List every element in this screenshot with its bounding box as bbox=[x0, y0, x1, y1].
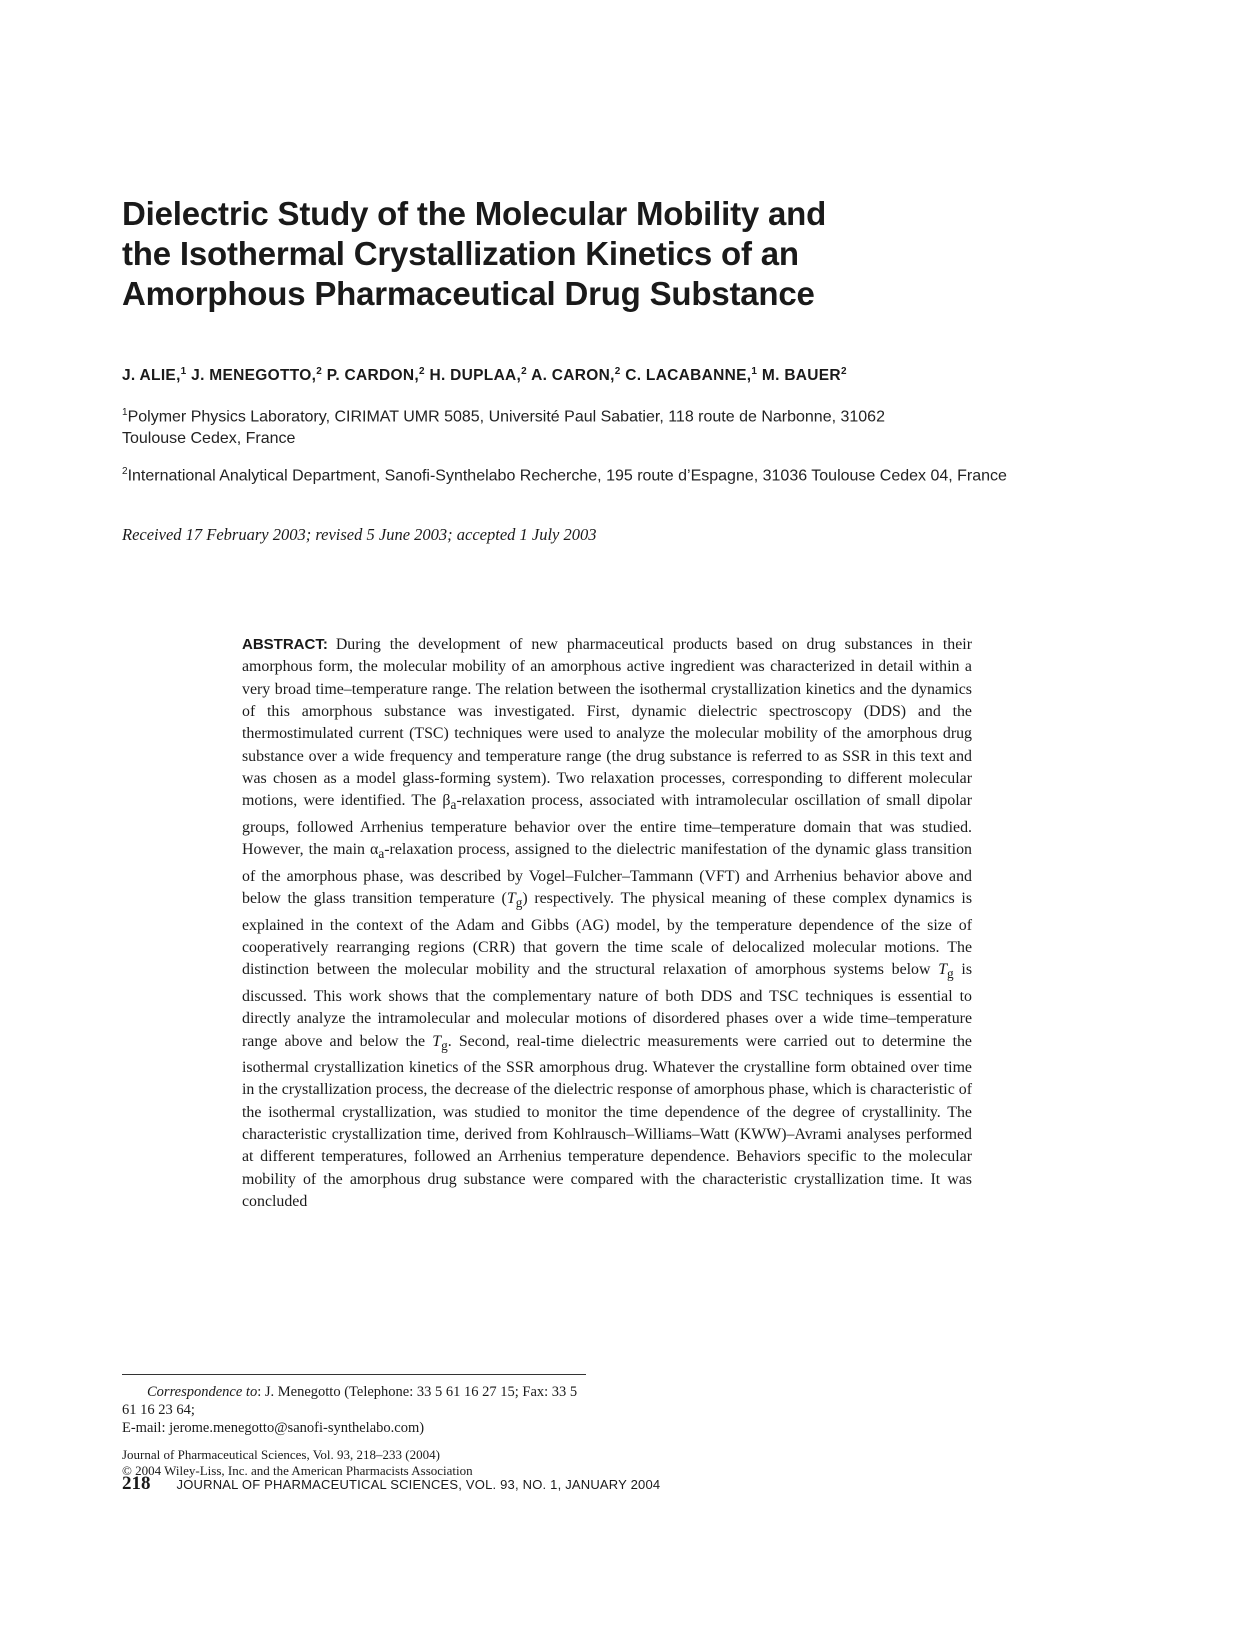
author-name: J. ALIE, bbox=[122, 367, 181, 385]
footnote-divider bbox=[122, 1374, 586, 1375]
abstract bbox=[242, 634, 972, 1213]
affiliation-1 bbox=[122, 402, 942, 450]
affiliation-2 bbox=[122, 461, 1082, 487]
author-name: C. LACABANNE, bbox=[625, 367, 752, 385]
page-number: 218 bbox=[122, 1473, 151, 1494]
tg-symbol: T bbox=[432, 1032, 442, 1050]
affiliation-number: 2 bbox=[122, 466, 128, 477]
tg-subscript: g bbox=[947, 966, 954, 982]
running-head: JOURNAL OF PHARMACEUTICAL SCIENCES, VOL. 93, NO. 1, JANUARY 2004 bbox=[176, 1477, 661, 1492]
author-affiliation-mark: 2 bbox=[316, 366, 323, 377]
author-affiliation-mark: 2 bbox=[614, 366, 621, 377]
abstract-text: -relaxation process, assigned to the dielectric manifestation of the dynamic glass transition of the amorphous phase, was described by Vogel–Fulcher–Tammann (VFT) and Arrhenius behavior above and below the glass transition temperature ( bbox=[242, 841, 972, 908]
author-name: J. MENEGOTTO, bbox=[191, 367, 317, 385]
correspondence-label: Correspondence to bbox=[147, 1384, 258, 1400]
author-affiliation-mark: 2 bbox=[840, 366, 847, 377]
journal-citation: Journal of Pharmaceutical Sciences, Vol. 93, 218–233 (2004) bbox=[122, 1447, 440, 1462]
author-affiliation-mark: 1 bbox=[180, 366, 187, 377]
abstract-text: . Second, real-time dielectric measurements were carried out to determine the isothermal crystallization kinetics of the SSR amorphous drug. Whatever the crystalline form obtained over time in the crystallization process, the decrease of the dielectric response of amorphous phase, which is characteristic of the isothermal crystallization, was studied to monitor the time dependence of the degree of crystallinity. The characteristic crystallization time, derived from Kohlrausch–Williams–Watt (KWW)–Avrami analyses performed at different temperatures, followed an Arrhenius temperature dependence. Behaviors specific to the molecular mobility of the amorphous drug substance were compared with the characteristic crystallization time. It was concluded bbox=[242, 1032, 972, 1211]
affiliation-text: Polymer Physics Laboratory, CIRIMAT UMR 5085, Université Paul Sabatier, 118 route de Narbonne, 31062 Toulouse Cedex, France bbox=[122, 408, 885, 448]
page-footer bbox=[122, 1473, 660, 1495]
author-list bbox=[122, 366, 847, 385]
title-line-1: Dielectric Study of the Molecular Mobility and bbox=[122, 195, 827, 232]
tg-symbol: T bbox=[506, 890, 516, 908]
tg-subscript: g bbox=[441, 1037, 448, 1053]
received-dates: Received 17 February 2003; revised 5 June 2003; accepted 1 July 2003 bbox=[122, 525, 597, 544]
affiliation-number: 1 bbox=[122, 407, 128, 418]
correspondence-note bbox=[122, 1383, 592, 1437]
correspondence-line bbox=[122, 1383, 592, 1419]
title-line-2: the Isothermal Crystallization Kinetics of an bbox=[122, 235, 799, 272]
copyright-line: © 2004 Wiley-Liss, Inc. and the American Pharmacists Association bbox=[122, 1463, 473, 1478]
title-line-3: Amorphous Pharmaceutical Drug Substance bbox=[122, 275, 815, 312]
correspondence-email: E-mail: jerome.menegotto@sanofi-synthelabo.com) bbox=[122, 1420, 425, 1436]
abstract-label: ABSTRACT: bbox=[242, 636, 328, 653]
author-affiliation-mark: 2 bbox=[418, 366, 425, 377]
affiliation-text: International Analytical Department, Sanofi-Synthelabo Recherche, 195 route d’Espagne, 31036 Toulouse Cedex 04, France bbox=[127, 467, 1007, 485]
alpha-symbol: α bbox=[370, 841, 379, 859]
abstract-text: During the development of new pharmaceutical products based on drug substances in their amorphous form, the molecular mobility of an amorphous active ingredient was characterized in detail within a very broad time–temperature range. The relation between the isothermal crystallization kinetics and the dynamics of this amorphous substance was investigated. First, dynamic dielectric spectroscopy (DDS) and the thermostimulated current (TSC) techniques were used to analyze the molecular mobility of the amorphous drug substance over a wide frequency and temperature range (the drug substance is referred to as SSR in this text and was chosen as a model glass-forming system). Two relaxation processes, corresponding to different molecular motions, were identified. The bbox=[242, 636, 972, 810]
abstract-text: ) respectively. The physical meaning of these complex dynamics is explained in the context of the Adam and Gibbs (AG) model, by the temperature dependence of the size of cooperatively rearranging regions (CRR) that govern the time scale of delocalized molecular motions. The distinction between the molecular mobility and the structural relaxation of amorphous systems below bbox=[242, 890, 973, 979]
abstract-text: -relaxation process, associated with intramolecular oscillation of small dipolar groups, followed Arrhenius temperature behavior over the entire time–temperature domain that was studied. However, the main bbox=[242, 792, 972, 859]
author-name: H. DUPLAA, bbox=[429, 367, 522, 385]
beta-subscript: a bbox=[450, 797, 457, 813]
tg-symbol: T bbox=[938, 961, 948, 979]
abstract-text: is discussed. This work shows that the complementary nature of both DDS and TSC techniques is essential to directly analyze the intramolecular and molecular motions of disordered phases over a wide time–temperature range above and below the bbox=[242, 961, 972, 1050]
author-name: M. BAUER bbox=[761, 367, 841, 385]
author-name: A. CARON, bbox=[531, 367, 615, 385]
beta-symbol: β bbox=[442, 792, 451, 810]
author-affiliation-mark: 1 bbox=[751, 366, 758, 377]
alpha-subscript: a bbox=[378, 846, 385, 862]
author-name: P. CARDON, bbox=[326, 367, 419, 385]
article-title bbox=[122, 194, 1022, 314]
tg-subscript: g bbox=[515, 895, 523, 911]
author-affiliation-mark: 2 bbox=[521, 366, 528, 377]
correspondence-text: : J. Menegotto (Telephone: 33 5 61 16 27 15; Fax: 33 5 61 16 23 64; bbox=[122, 1384, 578, 1418]
